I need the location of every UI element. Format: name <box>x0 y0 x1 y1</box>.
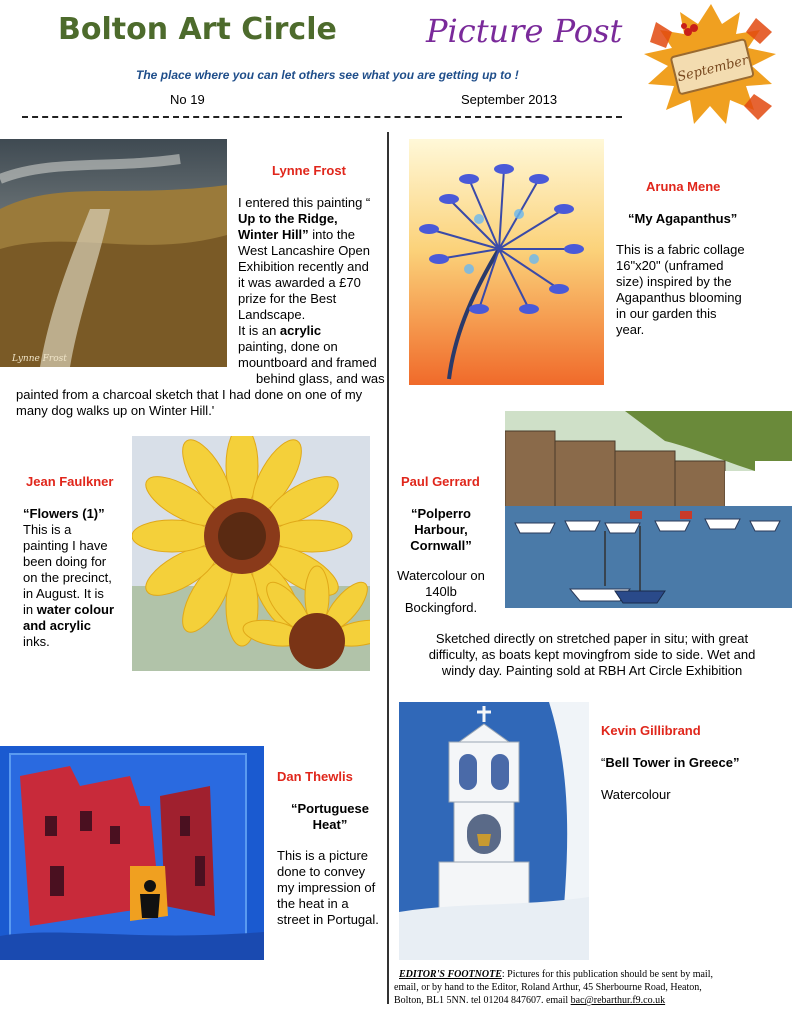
jean-l2: painting I have <box>23 538 108 553</box>
paul-d3: windy day. Painting sold at RBH Art Circle Exhibition <box>441 663 743 678</box>
lynne-l10: behind glass, and was <box>256 371 385 386</box>
lynne-l12: many dog walks up on Winter Hill.' <box>16 403 215 418</box>
artist-lynne-frost: Lynne Frost <box>272 163 346 178</box>
artist-aruna-mene: Aruna Mene <box>646 179 721 194</box>
issue-number: No 19 <box>170 92 205 107</box>
dan-l5: street in Portugal. <box>277 912 379 927</box>
jean-l4: on the precinct, <box>23 570 112 585</box>
paul-t1: “Polperro <box>411 506 471 521</box>
lynne-frost-painting <box>0 139 227 367</box>
lynne-l11: painted from a charcoal sketch that I had done on one of my <box>16 387 363 402</box>
paul-d2: difficulty, as boats kept movingfrom side to side. Wet and <box>428 647 756 662</box>
footnote-label: EDITOR'S FOOTNOTE <box>399 969 502 980</box>
aruna-title: “My Agapanthus” <box>628 211 738 226</box>
september-leaf-seal <box>636 2 786 130</box>
jean-l8: inks. <box>23 634 50 649</box>
newsletter-name: Picture Post <box>426 12 623 50</box>
aruna-l4: Agapanthus blooming <box>616 290 742 305</box>
artist-paul-gerrard: Paul Gerrard <box>401 474 480 489</box>
lynne-l8: painting, done on <box>238 339 338 354</box>
jean-faulkner-sunflowers <box>132 436 370 671</box>
jean-l5: in August. It is <box>23 586 104 601</box>
artist-dan-thewlis: Dan Thewlis <box>277 769 353 784</box>
editors-footnote: EDITOR'S FOOTNOTE: Pictures for this publication should be sent by mail, email, or by hand to the Editor, Roland Arthur, 45 Sherbourne Road, Heaton, Bolton, BL1 5NN. tel 01204 847607. email bac@rebarthur.f9.co.uk <box>394 969 713 1006</box>
lynne-title-a: Up to the Ridge, <box>238 211 338 226</box>
aruna-l5: in our garden this <box>616 306 717 321</box>
editor-email-link[interactable]: bac@rebarthur.f9.co.uk <box>570 995 666 1006</box>
paul-d1: Sketched directly on stretched paper in situ; with great <box>435 631 749 646</box>
lynne-frost-signature: Lynne Frost <box>12 354 67 364</box>
paul-m3: Bockingford. <box>404 600 478 615</box>
jean-l3: been doing for <box>23 554 107 569</box>
paul-m1: Watercolour on <box>397 568 485 583</box>
tagline: The place where you can let others see what you are getting up to ! <box>136 68 519 82</box>
jean-l1: This is a <box>23 522 72 537</box>
dan-t1: “Portuguese <box>290 801 369 816</box>
jean-title: “Flowers (1)” <box>23 506 105 521</box>
lynne-line-a: I entered this painting “ <box>238 195 371 210</box>
aruna-l3: size) inspired by the <box>616 274 732 289</box>
dan-l4: the heat in a <box>277 896 349 911</box>
aruna-l6: year. <box>616 322 645 337</box>
artist-jean-faulkner: Jean Faulkner <box>26 474 114 489</box>
header-divider <box>22 116 622 118</box>
seal-text: September <box>675 53 750 86</box>
lynne-l4: it was awarded a £70 <box>238 275 361 290</box>
paul-t2: Harbour, <box>414 522 468 537</box>
dan-l3: my impression of <box>277 880 376 895</box>
lynne-l5: prize for the Best <box>238 291 337 306</box>
club-name: Bolton Art Circle <box>58 12 337 47</box>
lynne-title-b: Winter Hill” into the <box>238 227 355 242</box>
lynne-l6: Landscape. <box>238 307 306 322</box>
aruna-l2: 16"x20" (unframed <box>616 258 724 273</box>
lynne-l7: It is an acrylic <box>238 323 322 338</box>
aruna-mene-agapanthus <box>409 139 604 385</box>
paul-t3: Cornwall” <box>410 538 472 553</box>
lynne-l2: West Lancashire Open <box>238 243 370 258</box>
kevin-title: “Bell Tower in Greece” <box>601 755 740 770</box>
dan-t2: Heat” <box>312 817 348 832</box>
dan-l1: This is a picture <box>277 848 369 863</box>
issue-date: September 2013 <box>461 92 558 107</box>
artist-kevin-gillibrand: Kevin Gillibrand <box>601 723 701 738</box>
paul-m2: 140lb <box>425 584 457 599</box>
kevin-medium: Watercolour <box>601 787 671 802</box>
paul-gerrard-polperro-harbour <box>505 411 792 608</box>
jean-l6: in water colour <box>23 602 115 617</box>
lynne-l9: mountboard and framed <box>238 355 377 370</box>
dan-thewlis-portuguese-heat <box>0 746 264 960</box>
jean-l7: and acrylic <box>23 618 91 633</box>
lynne-l3: Exhibition recently and <box>238 259 369 274</box>
aruna-l1: This is a fabric collage <box>616 242 745 257</box>
dan-l2: done to convey <box>277 864 366 879</box>
kevin-gillibrand-bell-tower <box>399 702 589 960</box>
